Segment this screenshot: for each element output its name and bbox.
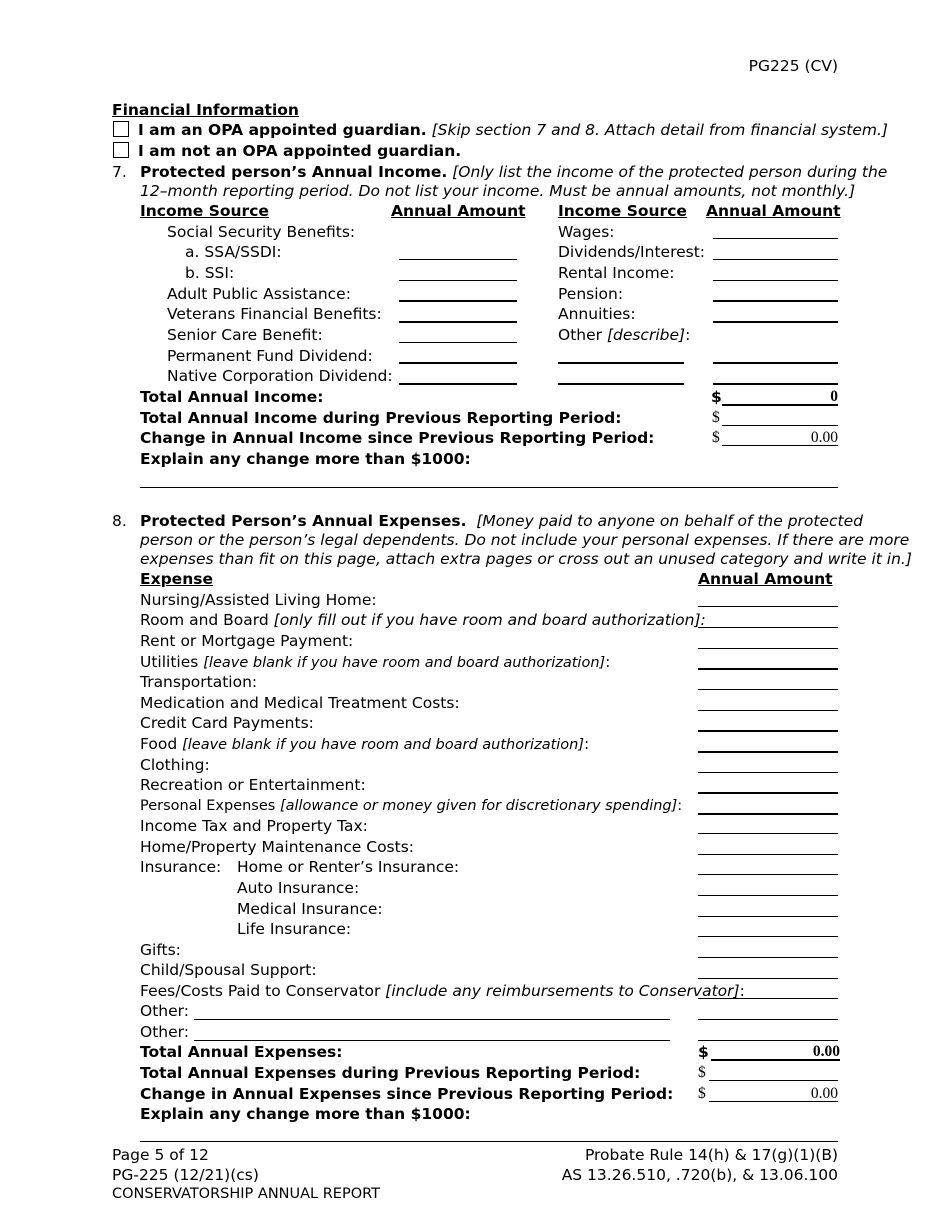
prev-income-dollar: $: [712, 409, 720, 426]
recreation-amount-field[interactable]: [698, 792, 838, 794]
total-expenses-line: [711, 1059, 840, 1061]
label-ssa-ssdi: a. SSA/SSDI:: [185, 243, 282, 261]
room-board-amount-field[interactable]: [698, 627, 838, 628]
section7-heading: [140, 162, 887, 182]
total-expenses-dollar: $: [698, 1043, 709, 1061]
footer-probate-rule: Probate Rule 14(h) & 17(g)(1)(B): [584, 1146, 838, 1164]
expenses-explain-label: Explain any change more than $1000:: [140, 1105, 471, 1123]
label-transportation: Transportation:: [140, 673, 258, 691]
section8-title: Protected Person’s Annual Expenses.: [140, 512, 467, 530]
label-annuities: Annuities:: [558, 305, 636, 323]
rental-amount-field[interactable]: [713, 280, 838, 281]
label-home-insurance: Home or Renter’s Insurance:: [237, 858, 460, 876]
prev-expenses-dollar: $: [698, 1064, 706, 1081]
label-pension: Pension:: [558, 285, 624, 303]
food-amount-field[interactable]: [698, 751, 838, 753]
prev-income-label: Total Annual Income during Previous Reporting Period:: [140, 409, 622, 427]
label-home-maintenance: Home/Property Maintenance Costs:: [140, 838, 415, 856]
change-expenses-dollar: $: [698, 1085, 706, 1102]
label-social-security: Social Security Benefits:: [167, 223, 356, 241]
fees-text: Fees/Costs Paid to Conservator: [140, 982, 386, 1000]
section8-note3: expenses than fit on this page, attach extra pages or cross out an unused category and write it in.]: [140, 550, 912, 568]
change-income-line: [722, 445, 838, 446]
label-gifts: Gifts:: [140, 941, 181, 959]
label-rental-income: Rental Income:: [558, 264, 675, 282]
not-opa-option-label: I am not an OPA appointed guardian.: [138, 142, 462, 160]
income-source-header: Income Source: [140, 202, 269, 220]
life-insurance-amount-field[interactable]: [698, 936, 838, 937]
label-utilities: [140, 652, 610, 673]
label-credit-card: Credit Card Payments:: [140, 714, 314, 732]
room-board-text: Room and Board: [140, 611, 274, 629]
section7-title: Protected person’s Annual Income.: [140, 163, 448, 181]
wages-amount-field[interactable]: [713, 238, 838, 239]
expense-amount-header: Annual Amount: [698, 570, 833, 588]
change-income-dollar: $: [712, 429, 720, 446]
not-opa-guardian-checkbox[interactable]: [113, 142, 129, 158]
footer-form-number: PG-225 (12/21)(cs): [112, 1166, 259, 1184]
change-income-label: Change in Annual Income since Previous Reporting Period:: [140, 429, 655, 447]
total-income-dollar: $: [711, 388, 722, 406]
personal-text: Personal Expenses: [140, 798, 280, 814]
expenses-explain-field[interactable]: [140, 1141, 838, 1142]
transportation-amount-field[interactable]: [698, 689, 838, 690]
child-support-amount-field[interactable]: [698, 978, 838, 979]
label-medical: Medication and Medical Treatment Costs:: [140, 694, 460, 712]
tax-amount-field[interactable]: [698, 833, 838, 834]
total-income-line: [722, 404, 838, 406]
other-income-describe-1[interactable]: [558, 362, 684, 364]
label-permanent-fund: Permanent Fund Dividend:: [167, 347, 373, 365]
label-dividends: Dividends/Interest:: [558, 243, 706, 261]
total-income-value: 0: [830, 388, 838, 405]
utilities-text: Utilities: [140, 653, 204, 671]
label-adult-public-assistance: Adult Public Assistance:: [167, 285, 351, 303]
dividends-amount-field[interactable]: [713, 259, 838, 260]
medical-amount-field[interactable]: [698, 710, 838, 711]
label-personal-expenses: [140, 796, 682, 816]
utilities-amount-field[interactable]: [698, 668, 838, 670]
income-explain-field[interactable]: [140, 487, 838, 488]
label-other-income: [558, 325, 690, 345]
ssa-amount-field[interactable]: [399, 259, 517, 260]
label-food: [140, 734, 589, 755]
other-income-describe-2[interactable]: [558, 383, 684, 385]
label-clothing: Clothing:: [140, 756, 210, 774]
label-native-corporation: Native Corporation Dividend:: [167, 367, 393, 385]
medical-insurance-amount-field[interactable]: [698, 916, 838, 917]
income-source-header-2: Income Source: [558, 202, 687, 220]
other-expense-describe-2[interactable]: [194, 1040, 670, 1041]
label-nursing: Nursing/Assisted Living Home:: [140, 591, 377, 609]
section7-note2: 12–month reporting period. Do not list your income. Must be annual amounts, not monthly.]: [140, 182, 856, 200]
form-code: PG225 (CV): [748, 57, 838, 75]
utilities-note: [leave blank if you have room and board authorization]: [203, 655, 606, 671]
section8-note2: person or the person’s legal dependents. Do not include your personal expenses. If there are more: [140, 531, 910, 549]
auto-insurance-amount-field[interactable]: [698, 895, 838, 896]
label-fees-conservator: [140, 981, 745, 1001]
annual-amount-header: Annual Amount: [391, 202, 526, 220]
other-amount-expense-2[interactable]: [698, 1040, 838, 1041]
prev-expenses-field[interactable]: [709, 1080, 838, 1081]
label-veterans-benefits: Veterans Financial Benefits:: [167, 305, 382, 323]
label-taxes: Income Tax and Property Tax:: [140, 817, 368, 835]
change-income-value: 0.00: [810, 429, 838, 446]
prev-expenses-label: Total Annual Expenses during Previous Reporting Period:: [140, 1064, 641, 1082]
opa-option-text: [138, 120, 888, 140]
room-board-note: [only fill out if you have room and board authorization]:: [273, 611, 706, 629]
label-senior-care: Senior Care Benefit:: [167, 326, 323, 344]
label-other-1: Other:: [140, 1002, 189, 1020]
label-wages: Wages:: [558, 223, 615, 241]
label-other-2: Other:: [140, 1023, 189, 1041]
other-amount-expense-1[interactable]: [698, 1019, 838, 1020]
ssi-amount-field[interactable]: [399, 280, 517, 281]
personal-colon: :: [677, 798, 683, 814]
label-recreation: Recreation or Entertainment:: [140, 776, 366, 794]
total-expenses-label: Total Annual Expenses:: [140, 1043, 343, 1061]
fees-amount-field[interactable]: [698, 998, 838, 999]
pfd-amount-field[interactable]: [399, 362, 517, 364]
personal-note: [allowance or money given for discretionary spending]: [279, 798, 678, 814]
label-life-insurance: Life Insurance:: [237, 920, 352, 938]
fees-note: [include any reimbursements to Conservator]: [385, 982, 740, 1000]
section8-heading: [140, 511, 863, 531]
utilities-colon: :: [605, 653, 611, 671]
annual-amount-header-2: Annual Amount: [706, 202, 841, 220]
home-insurance-amount-field[interactable]: [698, 874, 838, 875]
total-expenses-value: 0.00: [812, 1043, 840, 1060]
other-income-text: Other: [558, 326, 607, 344]
senior-care-amount-field[interactable]: [399, 342, 517, 343]
rent-amount-field[interactable]: [698, 648, 838, 649]
food-colon: :: [584, 735, 590, 753]
other-income-colon: :: [685, 326, 691, 344]
gifts-amount-field[interactable]: [698, 957, 838, 958]
income-explain-label: Explain any change more than $1000:: [140, 450, 471, 468]
footer-page-number: Page 5 of 12: [112, 1146, 209, 1164]
food-note: [leave blank if you have room and board authorization]: [182, 737, 585, 753]
veterans-amount-field[interactable]: [399, 321, 517, 323]
opa-guardian-checkbox[interactable]: [113, 121, 129, 137]
label-rent-mortgage: Rent or Mortgage Payment:: [140, 632, 354, 650]
change-expenses-line: [709, 1101, 838, 1102]
nursing-amount-field[interactable]: [698, 606, 838, 607]
prev-income-field[interactable]: [722, 425, 838, 426]
footer-report-title: CONSERVATORSHIP ANNUAL REPORT: [112, 1186, 381, 1202]
expense-header: Expense: [140, 570, 213, 588]
footer-statute: AS 13.26.510, .720(b), & 13.06.100: [561, 1166, 838, 1184]
personal-amount-field[interactable]: [698, 813, 838, 815]
home-maintenance-amount-field[interactable]: [698, 854, 838, 855]
section8-number: 8.: [112, 512, 127, 530]
change-expenses-value: 0.00: [810, 1085, 838, 1102]
label-insurance: Insurance:: [140, 858, 222, 876]
section8-note1: [Money paid to anyone on behalf of the protected: [476, 512, 863, 530]
annuities-amount-field[interactable]: [713, 321, 838, 323]
opa-option-label: I am an OPA appointed guardian.: [138, 121, 427, 139]
native-corp-amount-field[interactable]: [399, 383, 517, 385]
food-text: Food: [140, 735, 183, 753]
fees-colon: :: [739, 982, 745, 1000]
other-income-note: [describe]: [606, 326, 686, 344]
other-amount-field-2[interactable]: [713, 383, 838, 385]
section7-note1: [Only list the income of the protected person during the: [452, 163, 888, 181]
opa-option-note: [Skip section 7 and 8. Attach detail from financial system.]: [431, 121, 888, 139]
label-room-board: [140, 610, 706, 630]
other-amount-field-1[interactable]: [713, 362, 838, 364]
pension-amount-field[interactable]: [713, 300, 838, 302]
credit-card-amount-field[interactable]: [698, 730, 838, 732]
total-income-label: Total Annual Income:: [140, 388, 324, 406]
apa-amount-field[interactable]: [399, 300, 517, 302]
label-auto-insurance: Auto Insurance:: [237, 879, 360, 897]
clothing-amount-field[interactable]: [698, 772, 838, 773]
financial-title: Financial Information: [112, 101, 299, 119]
label-medical-insurance: Medical Insurance:: [237, 900, 383, 918]
change-expenses-label: Change in Annual Expenses since Previous Reporting Period:: [140, 1085, 674, 1103]
label-child-support: Child/Spousal Support:: [140, 961, 317, 979]
section7-number: 7.: [112, 163, 127, 181]
other-expense-describe-1[interactable]: [194, 1019, 670, 1020]
label-ssi: b. SSI:: [185, 264, 235, 282]
